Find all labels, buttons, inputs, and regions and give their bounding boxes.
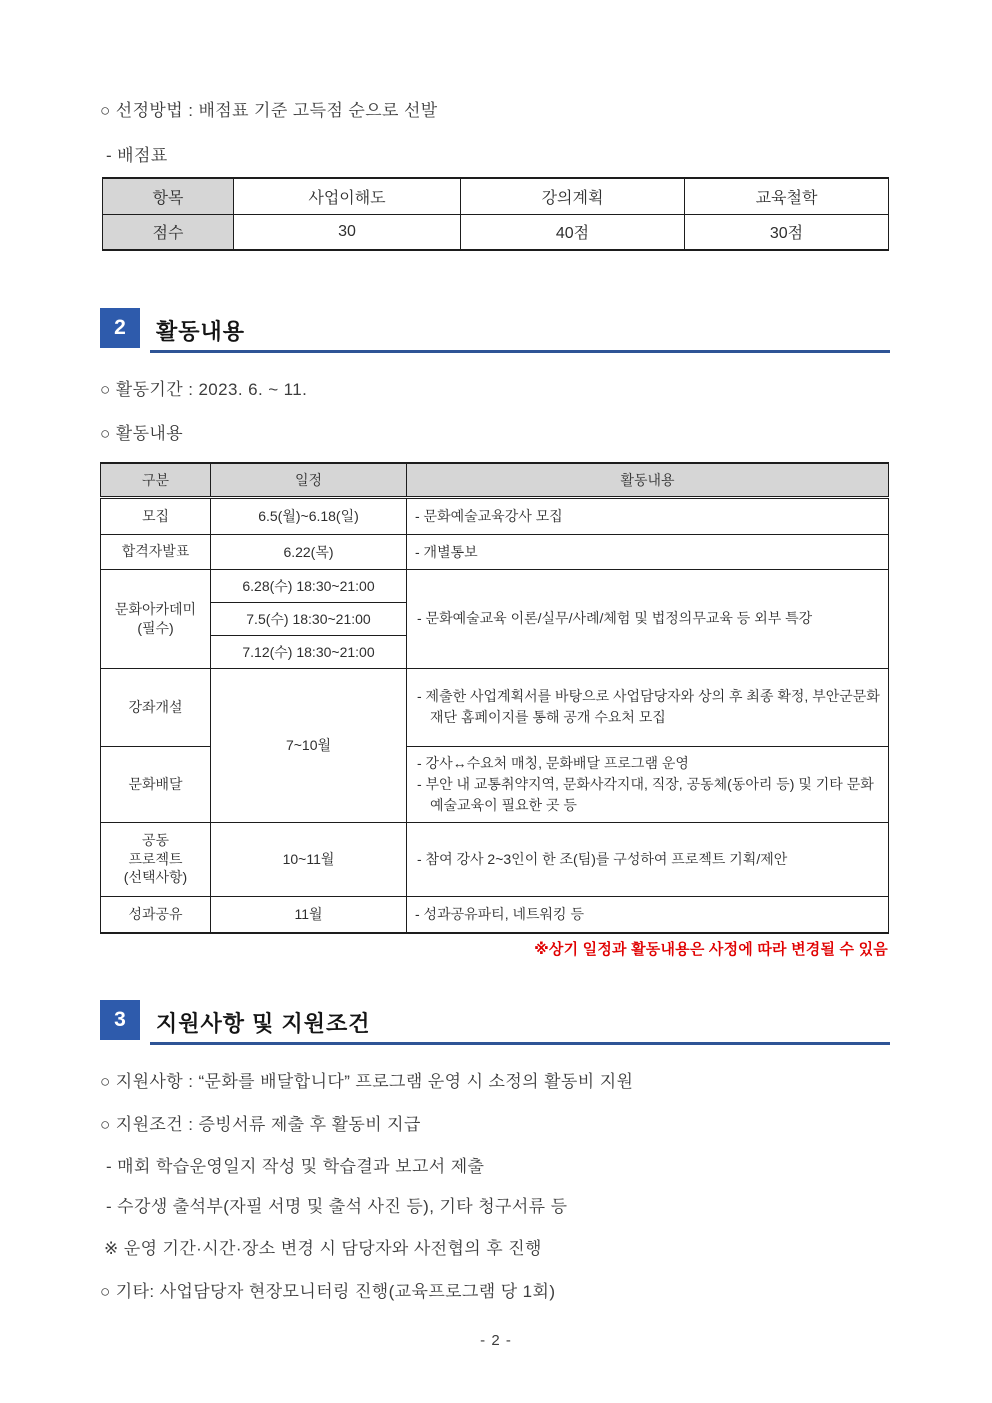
row-label (101, 569, 211, 668)
activity-header-cell: 활동내용 (407, 463, 889, 497)
activity-row-share (101, 896, 889, 933)
row-content-text: - 제출한 사업계획서를 바탕으로 사업담당자와 상의 후 최종 확정, 부안군문화재단 홈페이지를 통해 공개 수요처 모집 (417, 688, 880, 725)
row-schedule: 7.5(수) 18:30~21:00 (211, 602, 407, 635)
score-table-corner-cell: 항목 (103, 178, 234, 214)
activity-row-recruit (101, 497, 889, 534)
section3-title-underline (150, 1042, 890, 1045)
row-content: - 개별통보 (407, 534, 889, 569)
row-content-text: - 부안 내 교통취약지역, 문화사각지대, 직장, 공동체(동아리 등) 및 기타 문화예술교육이 필요한 곳 등 (417, 775, 874, 813)
row-content-text: - 문화예술교육 이론/실무/사례/체험 및 법정의무교육 등 외부 특강 (417, 610, 813, 626)
section2-title: 활동내용 (156, 319, 246, 344)
activity-row-course (101, 668, 889, 746)
activity-header-cell: 일정 (211, 463, 407, 497)
score-table (102, 177, 889, 251)
row-schedule: 10~11월 (211, 822, 407, 896)
row-label: 강좌개설 (101, 668, 211, 746)
activity-table-header-row (101, 463, 889, 497)
row-label-line: 문화아카데미 (114, 600, 197, 617)
row-content: - 문화예술교육강사 모집 (407, 497, 889, 534)
section3-number-badge: 3 (100, 1000, 140, 1040)
section3-title: 지원사항 및 지원조건 (156, 1011, 371, 1036)
score-table-value-cell: 30점 (685, 214, 889, 250)
score-table-value-cell: 30 (234, 214, 461, 250)
row-label: 합격자발표 (101, 534, 211, 569)
row-schedule: 7.12(수) 18:30~21:00 (211, 635, 407, 668)
row-label: 모집 (101, 497, 211, 534)
row-label-line: 공동 (141, 831, 170, 848)
row-label: 문화배달 (101, 746, 211, 822)
selection-method-line: ○ 선정방법 : 배점표 기준 고득점 순으로 선발 (100, 101, 438, 120)
row-content (407, 668, 889, 746)
row-label: 성과공유 (101, 896, 211, 933)
row-label-line: 프로젝트 (128, 850, 183, 867)
score-table-item-cell: 교육철학 (685, 178, 889, 214)
row-label (101, 822, 211, 896)
score-table-row-header: 점수 (103, 214, 234, 250)
row-content (407, 746, 889, 822)
activity-header-cell: 구분 (101, 463, 211, 497)
support-bullet: ○ 기타: 사업담당자 현장모니터링 진행(교육프로그램 당 1회) (100, 1282, 556, 1301)
score-table-item-cell: 사업이해도 (234, 178, 461, 214)
row-label-line: (필수) (137, 619, 174, 636)
activity-row-announce (101, 534, 889, 569)
score-table-item-cell: 강의계획 (461, 178, 685, 214)
support-bullet: - 수강생 출석부(자필 서명 및 출석 사진 등), 기타 청구서류 등 (106, 1197, 568, 1216)
support-bullet: ※ 운영 기간·시간·장소 변경 시 담당자와 사전협의 후 진행 (104, 1239, 542, 1258)
row-content (407, 822, 889, 896)
score-table-label: - 배점표 (106, 146, 168, 165)
activity-row-academy (101, 569, 889, 602)
row-content-text: - 참여 강사 2~3인이 한 조(팀)를 구성하여 프로젝트 기획/제안 (417, 850, 788, 867)
support-bullet: - 매회 학습운영일지 작성 및 학습결과 보고서 제출 (106, 1157, 485, 1176)
activity-table (100, 462, 889, 934)
schedule-change-note: ※상기 일정과 활동내용은 사정에 따라 변경될 수 있음 (534, 941, 888, 958)
row-schedule: 6.5(월)~6.18(일) (211, 497, 407, 534)
page-number: - 2 - (480, 1332, 512, 1349)
support-bullet: ○ 지원사항 : “문화를 배달합니다” 프로그램 운영 시 소정의 활동비 지원 (100, 1072, 634, 1091)
activity-period-line: ○ 활동기간 : 2023. 6. ~ 11. (100, 380, 308, 399)
row-schedule: 6.22(목) (211, 534, 407, 569)
row-schedule: 6.28(수) 18:30~21:00 (211, 569, 407, 602)
activity-row-project (101, 822, 889, 896)
section2-title-underline (150, 350, 890, 353)
row-schedule: 7~10월 (211, 668, 407, 822)
row-schedule: 11월 (211, 896, 407, 933)
score-table-value-row (103, 214, 889, 250)
row-content: - 성과공유파티, 네트워킹 등 (407, 896, 889, 933)
section2-number-badge: 2 (100, 308, 140, 348)
support-bullet: ○ 지원조건 : 증빙서류 제출 후 활동비 지급 (100, 1115, 421, 1134)
row-label-line: (선택사항) (123, 869, 188, 886)
row-content-text: - 강사↔수요처 매칭, 문화배달 프로그램 운영 (417, 754, 689, 771)
score-table-header-row (103, 178, 889, 214)
row-content (407, 569, 889, 668)
activity-content-line: ○ 활동내용 (100, 424, 184, 443)
score-table-value-cell: 40점 (461, 214, 685, 250)
